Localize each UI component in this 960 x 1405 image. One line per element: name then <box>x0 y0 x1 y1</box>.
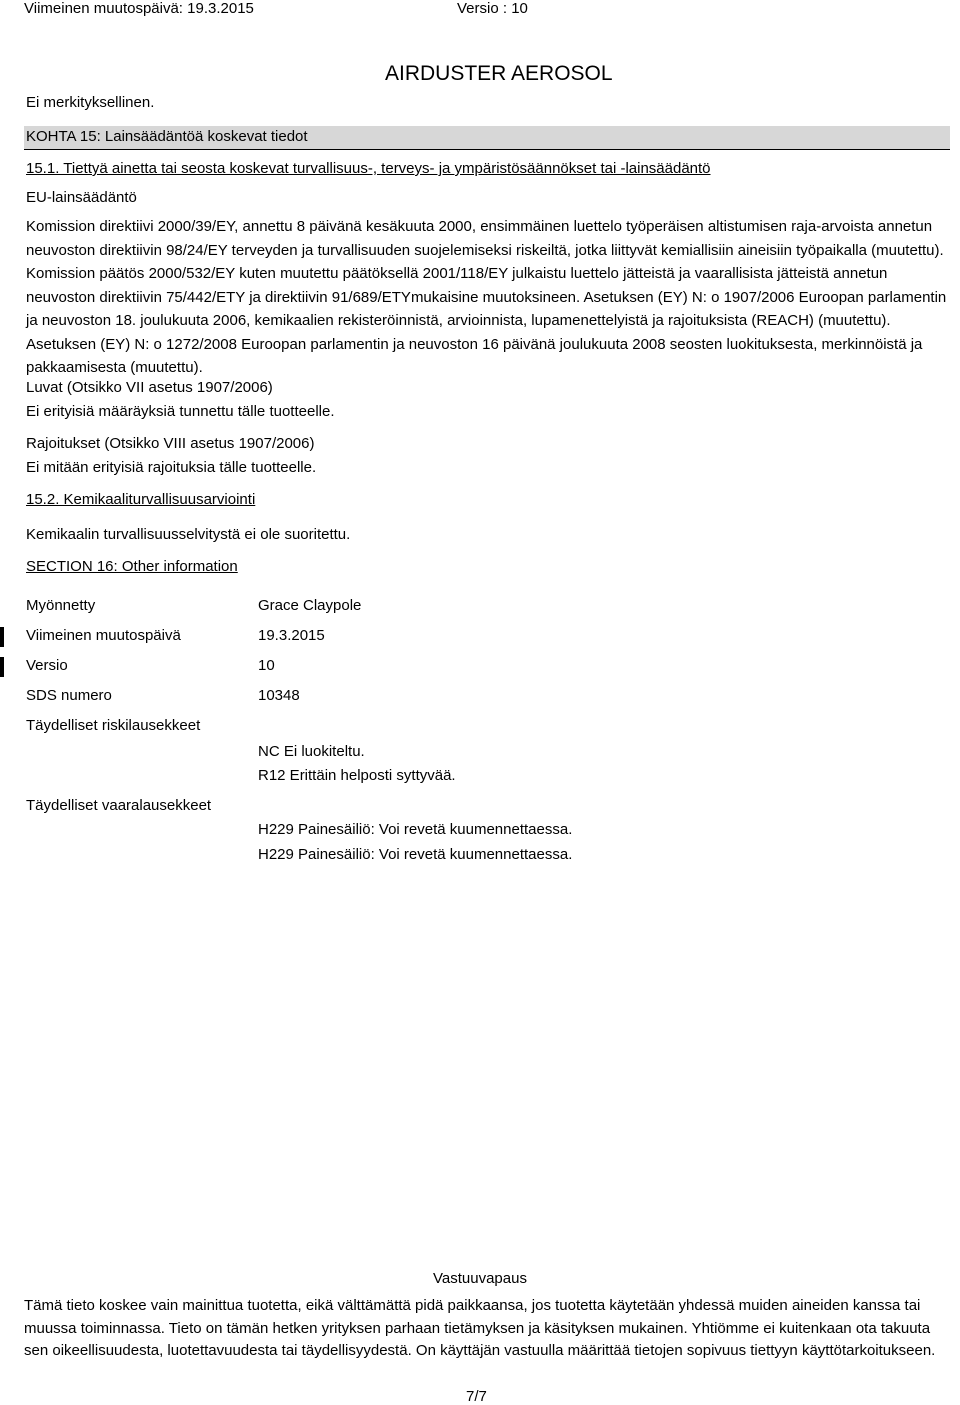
section-16-heading: SECTION 16: Other information <box>26 558 238 575</box>
hazard-statement-item: H229 Painesäiliö: Voi revetä kuumennettaessa. <box>258 821 573 838</box>
subsection-15-2-title: 15.2. Kemikaaliturvallisuusarviointi <box>26 491 256 508</box>
product-name: AIRDUSTER AEROSOL <box>385 62 613 85</box>
version-value: 10 <box>258 657 275 674</box>
issued-by-value: Grace Claypole <box>258 597 362 614</box>
eu-legislation-text: Komission direktiivi 2000/39/EY, annettu 8 päivänä kesäkuuta 2000, ensimmäinen luettelo työperäisen altistumisen raja-arvoista annetun neuvoston direktiivin 98/24/EY terveyden ja turvallisuuden suojelemiseksi riskeiltä, jotka liittyvät kemiallisiin aineisiin työpaikalla (muutettu). Komission päätös 2000/532/EY kuten muutettu päätöksellä 2001/118/EY julkaistu luettelo jätteistä ja vaarallisista jätteistä annetun neuvoston direktiivin 75/442/ETY ja direktiivin 91/689/ETYmukaisine muutoksineen. Asetuksen (EY) N: o 1907/2006 Euroopan parlamentin ja neuvoston 18. joulukuuta 2006, kemikaalien rekisteröinnistä, arvioinnista, lupamenettelyistä ja rajoituksista (REACH) (muutettu). Asetuksen (EY) N: o 1272/2008 Euroopan parlamentin ja neuvoston 16 päivänä joulukuuta 2008 seosten luokituksesta, merkinnöistä ja pakkaamisesta (muutettu). <box>26 218 947 376</box>
authorisations-text: Ei erityisiä määräyksiä tunnettu tälle tuotteelle. <box>26 403 335 420</box>
disclaimer-title: Vastuuvapaus <box>433 1270 527 1287</box>
header-version: Versio : 10 <box>457 0 528 17</box>
risk-phrase-item: R12 Erittäin helposti syttyvää. <box>258 767 456 784</box>
revision-date-value: 19.3.2015 <box>258 627 325 644</box>
revision-date-label: Viimeinen muutospäivä <box>26 627 181 644</box>
revision-change-bar <box>0 627 4 647</box>
revision-change-bar <box>0 657 4 677</box>
risk-phrase-item: NC Ei luokiteltu. <box>258 743 365 760</box>
risk-phrases-label: Täydelliset riskilausekkeet <box>26 717 201 734</box>
header-revision-date: Viimeinen muutospäivä: 19.3.2015 <box>24 0 254 17</box>
eu-legislation-heading: EU-lainsäädäntö <box>26 189 137 206</box>
issued-by-label: Myönnetty <box>26 597 96 614</box>
hazard-statements-label: Täydelliset vaaralausekkeet <box>26 797 212 814</box>
restrictions-heading: Rajoitukset (Otsikko VIII asetus 1907/2006) <box>26 435 315 452</box>
chemical-safety-assessment-text: Kemikaalin turvallisuusselvitystä ei ole suoritettu. <box>26 526 351 543</box>
subsection-15-1-title: 15.1. Tiettyä ainetta tai seosta koskevat turvallisuus-, terveys- ja ympäristösäännökset tai -lainsäädäntö <box>26 160 711 177</box>
sds-number-value: 10348 <box>258 687 300 704</box>
not-relevant-text: Ei merkityksellinen. <box>26 94 155 111</box>
authorisations-heading: Luvat (Otsikko VII asetus 1907/2006) <box>26 379 273 396</box>
hazard-statement-item: H229 Painesäiliö: Voi revetä kuumennettaessa. <box>258 846 573 863</box>
version-label: Versio <box>26 657 68 674</box>
section-15-heading: KOHTA 15: Lainsäädäntöä koskevat tiedot <box>24 126 950 150</box>
sds-number-label: SDS numero <box>26 687 112 704</box>
restrictions-text: Ei mitään erityisiä rajoituksia tälle tuotteelle. <box>26 459 317 476</box>
page-number: 7/7 <box>466 1388 487 1405</box>
disclaimer-text: Tämä tieto koskee vain mainittua tuotetta, eikä välttämättä pidä paikkaansa, jos tuotetta käytetään yhdessä muiden aineiden kanssa tai muussa toiminnassa. Tieto on tämän hetken yrityksen parhaan tietämyksen ja käsityksen mukainen. Yhtiömme ei kuitenkaan ota takuuta sen oikeellisuudesta, luotettavuudesta tai täydellisyydestä. On käyttäjän vastuulla määrittää tietojen sopivuus tiettyyn käyttötarkoitukseen. <box>24 1297 936 1359</box>
